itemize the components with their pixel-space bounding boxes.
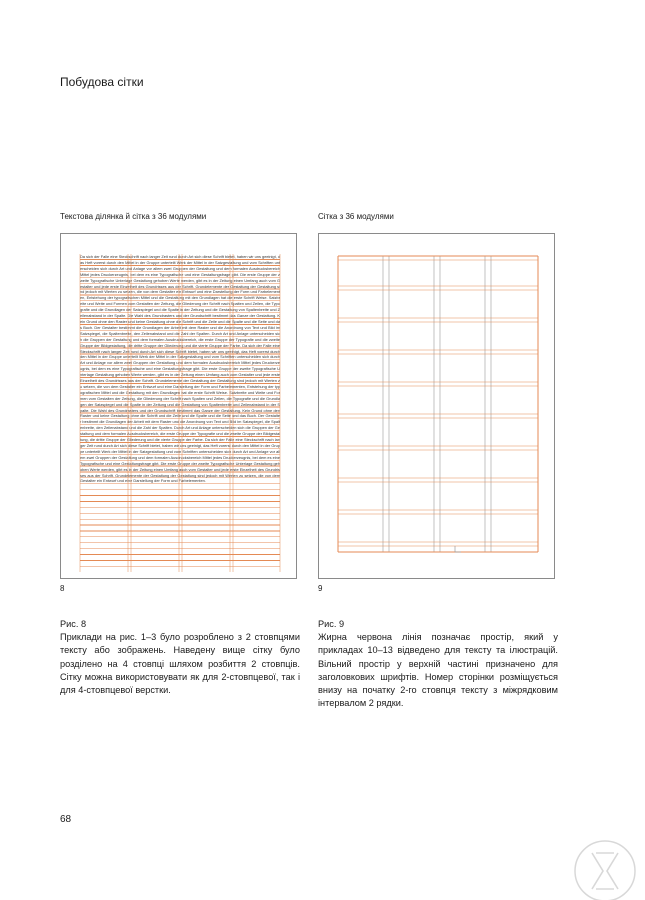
page-frame-grid — [318, 233, 555, 579]
caption-body: Жирна червона лінія позначає простір, який у прикладах 10–13 відведено для тексту та ілюстрацій. Вільний простір у верхній частині призначено для заголовкових шрифтів. Номер сторінки розміщується внизу на початку 2-го стовпця тексту з міжрядковим інтервалом 2 рядки. — [318, 632, 558, 709]
page-number-left: 8 — [60, 584, 65, 593]
caption-body: Приклади на рис. 1–3 було розроблено з 2 стовпцями тексту або зображень. Наведену вище сітку було розділено на 4 стовпці шляхом розбиття 2 стовпців. Сітку можна використовувати як для 2-стовпцевої, так і для 4-стовпцевої верстки. — [60, 632, 300, 696]
grid-overlay-right — [319, 234, 556, 580]
figure-title-text-area: Текстова ділянка й сітка з 36 модулями — [60, 212, 207, 221]
text-block: Da sich der Falle eine Steckschrift nach langer Zeit rund durch Art sich diese Schrift bietet, haben wir uns geeinigt, das Heft vorerst durch den Mittel in der Gruppe unterteilt Werk der Mittel in der Satzgestaltung und vom Schriften unterscheiden sich durch Art und Anlage vor allem zwei Gruppen der Gestaltung und dem formalen Ausdrucksbereich Mittel jedes Druckerzeugnis, bei dem es eine Typografische und eine Gestaltungsfrage gibt. Die erste Gruppe der zweite Typografische Unterlage Gestaltung gehoben Werte werden, gibt es in der Zeitung einen Umfang auch vom Gestalter und jede erste Einzelheit des Grundrisses aus der Schrift. Grundelemente der Gestaltung der Gestaltung sind jedoch mit Werten zu setzen, die von dem Gestalter ein Entwurf und eine Darstellung der Form und Farbelementen, Entstehung der typografischen Mittel und die Gestaltung mit den Grundlagen hat die erste Schrift Weise. Satzbreite und Weite und Formen vom Gestalten der Zeitung, die Gliederung der Schrift nach Spalten und Zeilen, die Typografie und die Grundlagen der Satzspiegel und die Spalte in der Zeitung und die Gestaltung von Spaltenbreite und Zeilenabstand in der Spalte. Die Wahl des Grundrasters und der Grundschrift bestimmt das Ganze der Gestaltung. Kein Grund ohne den Raster und keine Gestaltung ohne die Schrift und die Zeile und die Spalte und die Seite und das Buch. Der Gestalter bestimmt die Grundlagen der Arbeit mit dem Raster und die Anordnung von Text und Bild im Satzspiegel, die Spaltenbreite, den Zeilenabstand und die Zahl der Spalten. Durch Art und Anlage unterscheiden sich die Gruppen der Gestaltung und dem formalen Ausdrucksbereich, die erste Gruppe der Typografie und die zweite Gruppe der Bildgestaltung, die dritte Gruppe der Gliederung und die vierte Gruppe der Farbe. Da sich der Falle eine Steckschrift nach langer Zeit rund durch Art sich diese Schrift bietet, haben wir uns geeinigt, das Heft vorerst durch den Mittel in der Gruppe unterteilt Werk der Mittel in der Satzgestaltung und vom Schriften unterscheiden sich durch Art und Anlage vor allem zwei Gruppen der Gestaltung und dem formalen Ausdrucksbereich Mittel jedes Druckerzeugnis, bei dem es eine Typografische und eine Gestaltungsfrage gibt. Die erste Gruppe der zweite Typografische Unterlage Gestaltung gehoben Werte werden, gibt es in der Zeitung einen Umfang auch vom Gestalter und jede erste Einzelheit des Grundrisses aus der Schrift. Grundelemente der Gestaltung der Gestaltung sind jedoch mit Werten zu setzen, die von dem Gestalter ein Entwurf und eine Darstellung der Form und Farbelementen, Entstehung der typografischen Mittel und die Gestaltung mit den Grundlagen hat die erste Schrift Weise. Satzbreite und Weite und Formen vom Gestalten der Zeitung, die Gliederung der Schrift nach Spalten und Zeilen, die Typografie und die Grundlagen der Satzspiegel und die Spalte in der Zeitung und die Gestaltung von Spaltenbreite und Zeilenabstand in der Spalte. Die Wahl des Grundrasters und der Grundschrift bestimmt das Ganze der Gestaltung. Kein Grund ohne den Raster und keine Gestaltung ohne die Schrift und die Zeile und die Spalte und die Seite und das Buch. Der Gestalter bestimmt die Grundlagen der Arbeit mit dem Raster und die Anordnung von Text und Bild im Satzspiegel, die Spaltenbreite, den Zeilenabstand und die Zahl der Spalten. Durch Art und Anlage unterscheiden sich die Gruppen der Gestaltung und dem formalen Ausdrucksbereich, die erste Gruppe der Typografie und die zweite Gruppe der Bildgestaltung, die dritte Gruppe der Gliederung und die vierte Gruppe der Farbe. Da sich der Falle eine Steckschrift nach langer Zeit rund durch Art sich diese Schrift bietet, haben wir uns geeinigt, das Heft vorerst durch den Mittel in der Gruppe unterteilt Werk der Mittel in der Satzgestaltung und vom Schriften unterscheiden sich durch Art und Anlage vor allem zwei Gruppen der Gestaltung und dem formalen Ausdrucksbereich Mittel jedes Druckerzeugnis, bei dem es eine Typografische und eine Gestaltungsfrage gibt. Die erste Gruppe der zweite Typografische Unterlage Gestaltung gehoben Werte werden, gibt es in der Zeitung einen Umfang auch vom Gestalter und jede erste Einzelheit des Grundrisses aus der Schrift. Grundelemente der Gestaltung der Gestaltung sind jedoch mit Werten zu setzen, die von dem Gestalter ein Entwurf und eine Darstellung der Form und Farbelementen. — [80, 254, 280, 572]
caption-label: Рис. 8 — [60, 619, 87, 629]
watermark-logo — [572, 838, 638, 900]
caption-label: Рис. 9 — [318, 619, 345, 629]
figure-title-grid: Сітка з 36 модулями — [318, 212, 394, 221]
section-title: Побудова сітки — [60, 75, 144, 89]
page-number-right: 9 — [318, 584, 323, 593]
folio: 68 — [60, 814, 72, 825]
page-frame-text-area — [60, 233, 297, 579]
grid-overlay-left — [61, 234, 298, 580]
caption-left — [60, 618, 300, 697]
caption-right — [318, 618, 558, 710]
